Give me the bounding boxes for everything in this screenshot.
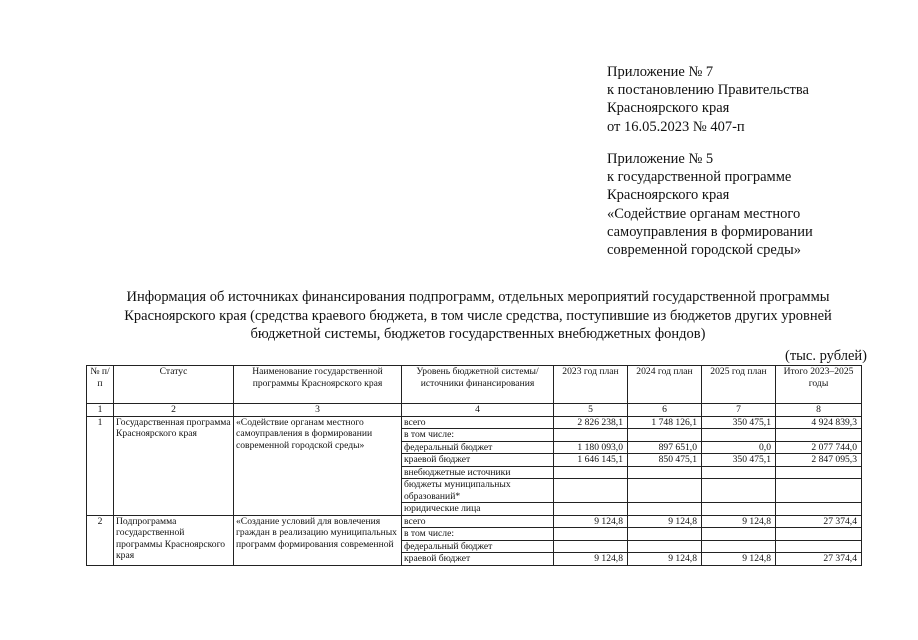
level-cell: в том числе: — [402, 429, 554, 442]
level-cell: всего — [402, 515, 554, 528]
value-total: 2 077 744,0 — [776, 441, 862, 454]
value-2024 — [628, 503, 702, 516]
value-2024: 1 748 126,1 — [628, 416, 702, 429]
value-total: 4 924 839,3 — [776, 416, 862, 429]
row-program-name: «Создание условий для вовлечения граждан в реализацию муниципальных программ формирования современной — [234, 515, 402, 565]
value-2024: 850 475,1 — [628, 454, 702, 467]
value-2025: 0,0 — [702, 441, 776, 454]
document-title — [40, 288, 916, 344]
index-row — [87, 404, 862, 417]
index-cell: 8 — [776, 404, 862, 417]
value-total — [776, 479, 862, 503]
value-2023: 9 124,8 — [554, 553, 628, 566]
value-total — [776, 528, 862, 541]
table-row — [87, 515, 862, 528]
value-2024 — [628, 540, 702, 553]
value-2023 — [554, 429, 628, 442]
value-2024: 9 124,8 — [628, 515, 702, 528]
header-no: № п/п — [87, 366, 114, 404]
value-2024 — [628, 528, 702, 541]
value-2023: 2 826 238,1 — [554, 416, 628, 429]
row-status: Государственная программа Красноярского края — [114, 416, 234, 515]
value-2024: 9 124,8 — [628, 553, 702, 566]
row-number: 1 — [87, 416, 114, 515]
value-2025 — [702, 540, 776, 553]
title-line: Информация об источниках финансирования подпрограмм, отдельных мероприятий государственной программы — [126, 289, 830, 305]
level-cell: юридические лица — [402, 503, 554, 516]
level-cell: краевой бюджет — [402, 454, 554, 467]
header-total: Итого 2023–2025 годы — [776, 366, 862, 404]
value-total: 27 374,4 — [776, 515, 862, 528]
table-row — [87, 416, 862, 429]
value-2024 — [628, 429, 702, 442]
level-cell: федеральный бюджет — [402, 441, 554, 454]
value-total: 27 374,4 — [776, 553, 862, 566]
value-2025: 350 475,1 — [702, 454, 776, 467]
level-cell: краевой бюджет — [402, 553, 554, 566]
value-2023: 1 180 093,0 — [554, 441, 628, 454]
index-cell: 1 — [87, 404, 114, 417]
index-cell: 7 — [702, 404, 776, 417]
value-2023 — [554, 503, 628, 516]
index-cell: 2 — [114, 404, 234, 417]
value-total: 2 847 095,3 — [776, 454, 862, 467]
value-total — [776, 429, 862, 442]
value-2024 — [628, 466, 702, 479]
value-2023: 1 646 145,1 — [554, 454, 628, 467]
appendix-7-block — [607, 63, 897, 136]
value-2025: 350 475,1 — [702, 416, 776, 429]
level-cell: федеральный бюджет — [402, 540, 554, 553]
appendix-line: Приложение № 7 — [607, 64, 714, 80]
level-cell: в том числе: — [402, 528, 554, 541]
row-status: Подпрограмма государственной программы Красноярского края — [114, 515, 234, 565]
value-2025 — [702, 528, 776, 541]
index-cell: 3 — [234, 404, 402, 417]
appendix-5-block — [607, 150, 897, 259]
index-cell: 6 — [628, 404, 702, 417]
header-name: Наименование государственной программы Красноярского края — [234, 366, 402, 404]
header-status: Статус — [114, 366, 234, 404]
appendix-line: Красноярского края — [607, 100, 730, 117]
appendix-line: к постановлению Правительства — [607, 82, 809, 99]
appendix-line: «Содействие органам местного — [607, 205, 801, 222]
value-2025: 9 124,8 — [702, 515, 776, 528]
value-2025 — [702, 466, 776, 479]
header-2024: 2024 год план — [628, 366, 702, 404]
level-cell: всего — [402, 416, 554, 429]
value-2023 — [554, 479, 628, 503]
financing-table — [86, 365, 862, 566]
value-2024: 897 651,0 — [628, 441, 702, 454]
title-line: Красноярского края (средства краевого бюджета, в том числе средства, поступившие из бюджетов других уровней — [124, 307, 832, 324]
value-2025 — [702, 479, 776, 503]
index-cell: 5 — [554, 404, 628, 417]
value-2025 — [702, 429, 776, 442]
level-cell: бюджеты муниципальных образований* — [402, 479, 554, 503]
value-2025 — [702, 503, 776, 516]
header-2025: 2025 год план — [702, 366, 776, 404]
appendix-line: от 16.05.2023 № 407-п — [607, 118, 745, 135]
value-total — [776, 466, 862, 479]
header-level: Уровень бюджетной системы/источники финансирования — [402, 366, 554, 404]
appendix-line: Красноярского края — [607, 187, 730, 204]
value-2025: 9 124,8 — [702, 553, 776, 566]
value-total — [776, 540, 862, 553]
value-2023 — [554, 528, 628, 541]
value-2023 — [554, 540, 628, 553]
header-2023: 2023 год план — [554, 366, 628, 404]
appendix-line: самоуправления в формировании — [607, 223, 813, 240]
index-cell: 4 — [402, 404, 554, 417]
level-cell: внебюджетные источники — [402, 466, 554, 479]
row-program-name: «Содействие органам местного самоуправления в формировании современной городской среды» — [234, 416, 402, 515]
appendix-line: современной городской среды» — [607, 242, 801, 259]
units-label: (тыс. рублей) — [785, 348, 867, 364]
value-2023: 9 124,8 — [554, 515, 628, 528]
appendix-line: к государственной программе — [607, 169, 792, 186]
row-number: 2 — [87, 515, 114, 565]
appendix-line: Приложение № 5 — [607, 151, 714, 167]
title-line: бюджетной системы, бюджетов государственных внебюджетных фондов) — [250, 326, 706, 342]
value-2024 — [628, 479, 702, 503]
value-2023 — [554, 466, 628, 479]
value-total — [776, 503, 862, 516]
